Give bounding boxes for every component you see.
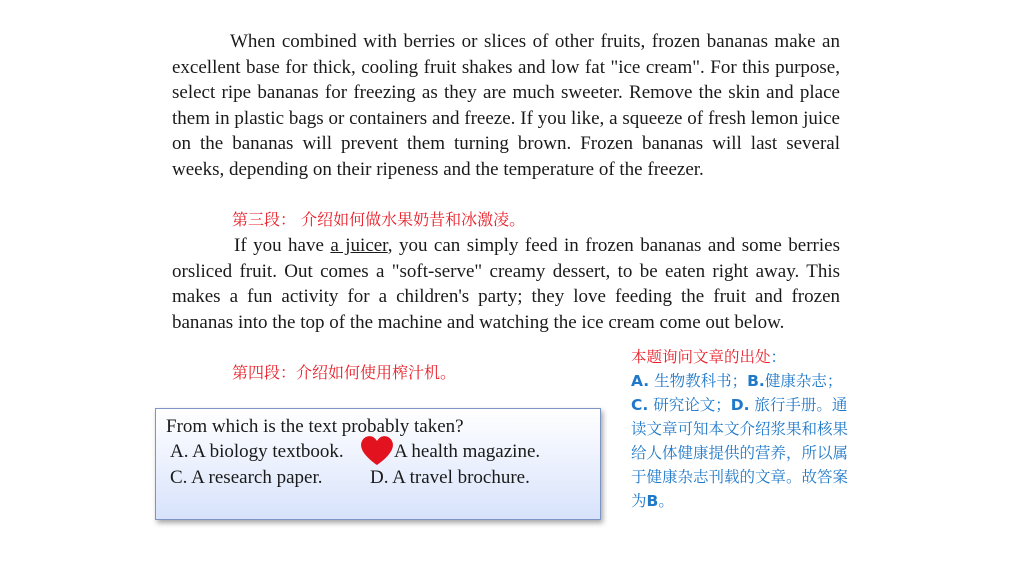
option-a[interactable]: A. A biology textbook.	[170, 441, 344, 462]
question-stem: From which is the text probably taken?	[166, 416, 464, 437]
option-d-label: D.	[730, 396, 750, 414]
option-c-label: C.	[631, 396, 649, 414]
explanation-colon: ：	[770, 348, 787, 366]
option-c[interactable]: C. A research paper.	[170, 467, 323, 488]
option-b-label: B.	[747, 372, 765, 390]
underlined-phrase: a juicer	[330, 235, 388, 256]
option-a-gloss: 生物教科书；	[649, 372, 748, 390]
option-b-gloss: 健康杂志；	[764, 372, 843, 390]
option-b[interactable]: A health magazine.	[394, 441, 541, 462]
option-c-gloss: 研究论文；	[648, 396, 731, 414]
question-box	[155, 408, 601, 520]
answer-label: B	[646, 492, 659, 510]
passage-paragraph-1: When combined with berries or slices of other fruits, frozen bananas make an excellent base for thick, cooling fruit shakes and low fat "ice cream". For this purpose, select ripe bananas for freezing as they are much sweeter. Remove the skin and place them in plastic bags or containers and freeze. If you like, a squeeze of fresh lemon juice on the bananas will prevent them turning brown. Frozen bananas will last several weeks, depending on their ripeness and the temperature of the freezer.	[172, 31, 840, 180]
passage-paragraph-2	[172, 233, 840, 335]
paragraph-4-annotation: 第四段：介绍如何使用榨汁机。	[232, 363, 457, 382]
explanation-end: 。	[658, 492, 674, 510]
option-d[interactable]: D. A travel brochure.	[370, 467, 530, 488]
paragraph-2-text-rest: , you can simply feed in frozen bananas and some berries orsliced fruit. Out comes a "soft-serve" creamy dessert, to be eaten right away. This makes a fun activity for a children's party; they love feeding the fruit and frozen bananas into the top of the machine and watching the ice cream come out below.	[172, 235, 840, 333]
explanation-title: 本题询问文章的出处	[631, 348, 771, 366]
paragraph-3-annotation: 第三段： 介绍如何做水果奶昔和冰激凌。	[232, 210, 526, 229]
option-a-label: A.	[631, 372, 650, 390]
heart-icon	[359, 433, 395, 467]
answer-explanation	[631, 345, 851, 513]
paragraph-2-text-start: If you have	[234, 235, 331, 256]
option-d-gloss-and-reasoning: 旅行手册。通读文章可知本文介绍浆果和核果给人体健康提供的营养，所以属于健康杂志刊载的文章。故答案为	[631, 396, 849, 510]
